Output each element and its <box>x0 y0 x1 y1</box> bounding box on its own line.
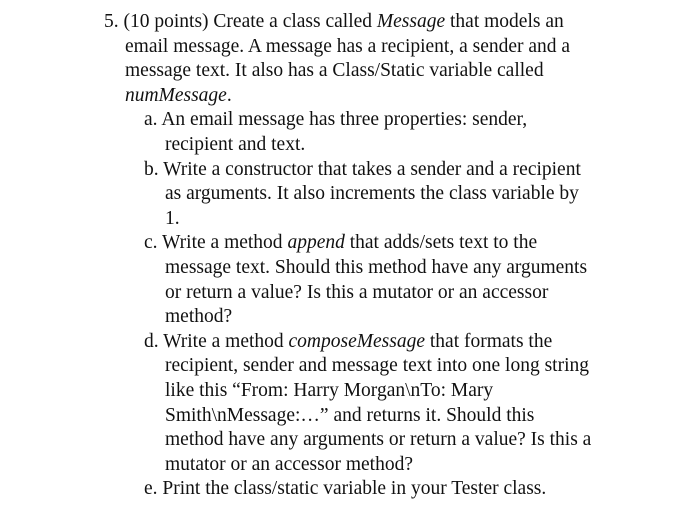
subpart-b-line <box>165 207 624 232</box>
question-line <box>104 10 624 35</box>
subpart-b-line <box>165 182 624 207</box>
subpart-d-line <box>165 404 624 429</box>
subpart-a-line <box>144 108 624 133</box>
subpart-text: recipient, sender and message text into one long string <box>165 355 590 377</box>
subpart-d-line <box>165 379 624 404</box>
variable-name-emphasis: numMessage <box>125 84 227 106</box>
method-name-emphasis: append <box>287 232 345 254</box>
subpart-d-line <box>165 453 624 478</box>
question-line <box>125 59 624 84</box>
subpart-text: or return a value? Is this a mutator or an accessor <box>165 281 549 303</box>
subpart-text: message text. Should this method have any arguments <box>165 256 588 278</box>
subpart-c-line <box>144 231 624 256</box>
subpart-text: c. Write a method <box>144 232 288 254</box>
question-text: that models an <box>445 11 564 32</box>
subpart-c-line <box>165 256 624 281</box>
subpart-text: that formats the <box>425 330 553 352</box>
subpart-a-line <box>165 133 624 158</box>
subpart-text: method? <box>165 306 233 328</box>
subpart-text: mutator or an accessor method? <box>165 453 413 475</box>
subpart-text: as arguments. It also increments the class variable by <box>165 183 579 205</box>
subpart-d-line <box>165 354 624 379</box>
subpart-text: d. Write a method <box>144 330 289 352</box>
subpart-text: e. Print the class/static variable in your Tester class. <box>144 478 547 500</box>
question-line <box>125 35 624 60</box>
subpart-b-line <box>144 158 624 183</box>
subpart-text: method have any arguments or return a value? Is this a <box>165 429 592 451</box>
subpart-c-line <box>165 281 624 306</box>
question-text: . <box>226 84 232 106</box>
subpart-text: Smith\nMessage:…” and returns it. Should this <box>165 404 535 426</box>
question-text: message text. It also has a Class/Static variable called <box>125 60 544 82</box>
subpart-e-line <box>144 477 624 502</box>
question-text: email message. A message has a recipient, a sender and a <box>125 35 571 57</box>
question-line <box>125 84 624 109</box>
question-text: 5. (10 points) Create a class called <box>104 11 377 32</box>
subpart-text: 1. <box>165 207 180 229</box>
subpart-c-line <box>165 305 624 330</box>
subpart-d-line <box>144 330 624 355</box>
subpart-text: that adds/sets text to the <box>344 232 538 254</box>
subpart-text: b. Write a constructor that takes a sender and a recipient <box>144 158 581 180</box>
subpart-d-line <box>165 428 624 453</box>
subpart-text: like this “From: Harry Morgan\nTo: Mary <box>165 379 494 401</box>
subpart-text: a. An email message has three properties: sender, <box>144 109 528 131</box>
method-name-emphasis: composeMessage <box>288 330 425 352</box>
question-block <box>104 10 624 502</box>
subpart-text: recipient and text. <box>165 133 306 155</box>
class-name-emphasis: Message <box>376 11 446 32</box>
